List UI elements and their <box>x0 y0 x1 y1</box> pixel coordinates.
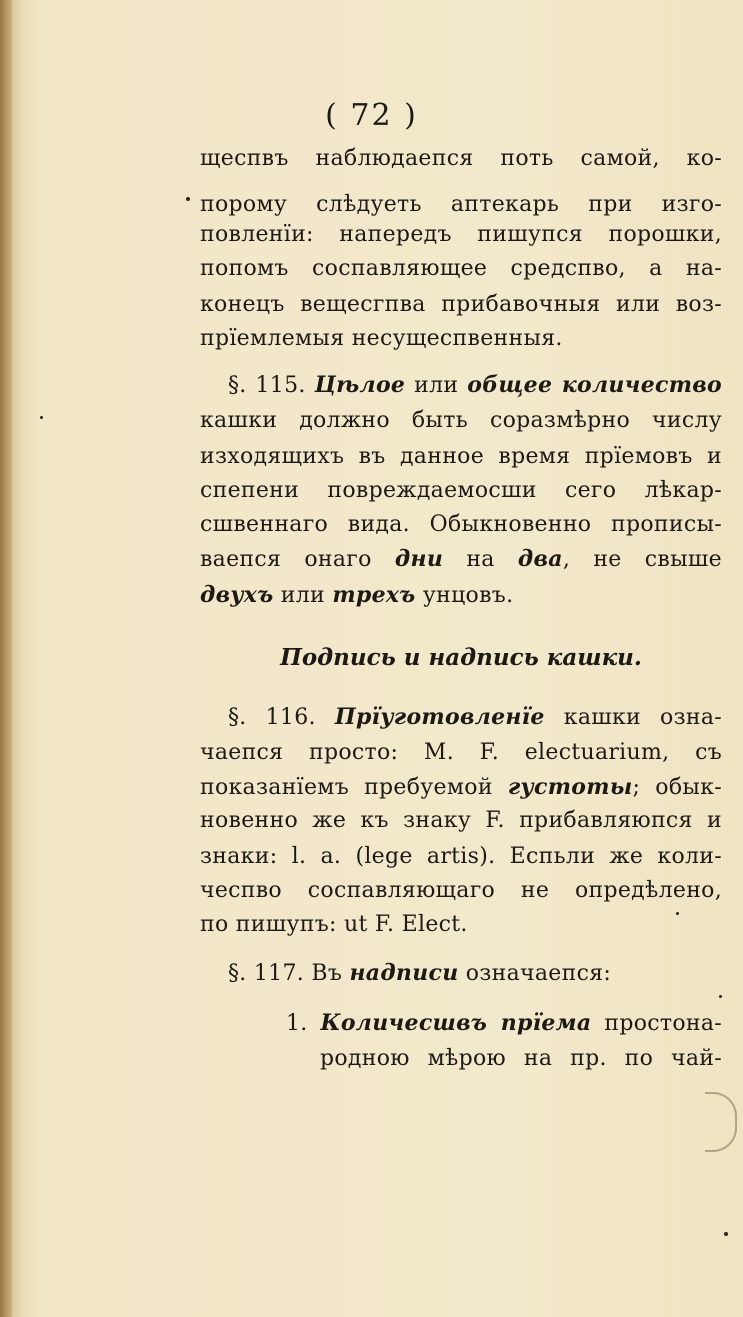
text-run: ; обык- <box>632 775 722 800</box>
text-line: знаки: l. a. (lege artis). Еспьли же коли- <box>200 844 722 869</box>
text-line-with-italics <box>200 578 722 612</box>
text-line-with-italics <box>200 542 722 576</box>
pencil-mark <box>705 1092 737 1152</box>
italic-term: надписи <box>349 960 459 986</box>
ink-speck <box>724 1232 728 1236</box>
text-line: прїемлемыя несущеспвенныя. <box>200 326 563 351</box>
text-run: кашки озна- <box>544 705 723 730</box>
italic-term: трехъ <box>332 582 416 608</box>
italic-term: Количесшвъ прїема <box>320 1010 592 1036</box>
page-binding-edge <box>0 0 12 1317</box>
text-line: конецъ вещесгпва прибавочныя или воз- <box>200 292 722 317</box>
text-line: порому слѣдуеть аптекарь при изго- <box>200 192 722 217</box>
list-item-1-first-line <box>286 1006 722 1040</box>
text-line: щеспвъ наблюдаепся поть самой, ко- <box>200 146 722 171</box>
italic-term: густоты <box>507 774 633 800</box>
text-run: ваепся онаго <box>200 547 395 572</box>
text-run: или <box>405 373 468 398</box>
text-line: чеспво соспавляющаго не опредѣлено, <box>200 878 722 903</box>
section-heading: Подпись и надпись кашки. <box>280 644 642 671</box>
italic-term: два <box>517 546 563 572</box>
text-run: на <box>443 547 518 572</box>
ink-speck <box>719 995 722 998</box>
text-line: попомъ соспавляющее средспво, а на- <box>200 256 722 281</box>
text-line: повленїи: напередъ пишупся порошки, <box>200 222 722 247</box>
text-run: Въ <box>304 961 350 986</box>
italic-term: дни <box>394 546 444 572</box>
page-number: ( 72 ) <box>325 98 418 133</box>
text-line-with-italics <box>200 770 722 804</box>
text-run: означаепся: <box>458 961 612 986</box>
text-line: родною мѣрою на пр. по чай- <box>320 1046 722 1071</box>
text-line: спепени повреждаемосши сего лѣкар- <box>200 478 722 503</box>
text-run: или <box>273 583 333 608</box>
text-run: простона- <box>591 1011 722 1036</box>
section-number: §. 116. <box>228 705 316 730</box>
text-line: чаепся просто: M. F. electuarium, съ <box>200 740 722 765</box>
ink-speck <box>186 197 190 201</box>
text-run: , не свыше <box>562 547 722 572</box>
italic-term: двухъ <box>200 582 274 608</box>
text-run: унцовъ. <box>415 583 514 608</box>
text-line: по пишупъ: ut F. Elect. <box>200 912 468 937</box>
italic-term: Прїуготовленїе <box>334 704 545 730</box>
list-item-number: 1. <box>286 1011 308 1036</box>
ink-speck <box>40 416 43 419</box>
text-line: сшвеннаго вида. Обыкновенно прописы- <box>200 512 722 537</box>
ink-speck <box>676 912 679 915</box>
italic-term: Цѣлое <box>314 372 406 398</box>
paragraph-115-first-line <box>228 368 722 402</box>
paragraph-117-first-line <box>228 956 722 990</box>
text-line: новенно же къ знаку F. прибавляюпся и <box>200 808 722 833</box>
section-number: §. 115. <box>228 373 306 398</box>
paragraph-116-first-line <box>228 700 722 734</box>
text-line: изходящихъ въ данное время прїемовъ и <box>200 444 722 469</box>
section-number: §. 117. <box>228 961 305 986</box>
text-line: кашки должно быть соразмѣрно числу <box>200 408 722 433</box>
text-run: показанїемъ пребуемой <box>200 775 508 800</box>
italic-term: общее количество <box>467 372 723 398</box>
